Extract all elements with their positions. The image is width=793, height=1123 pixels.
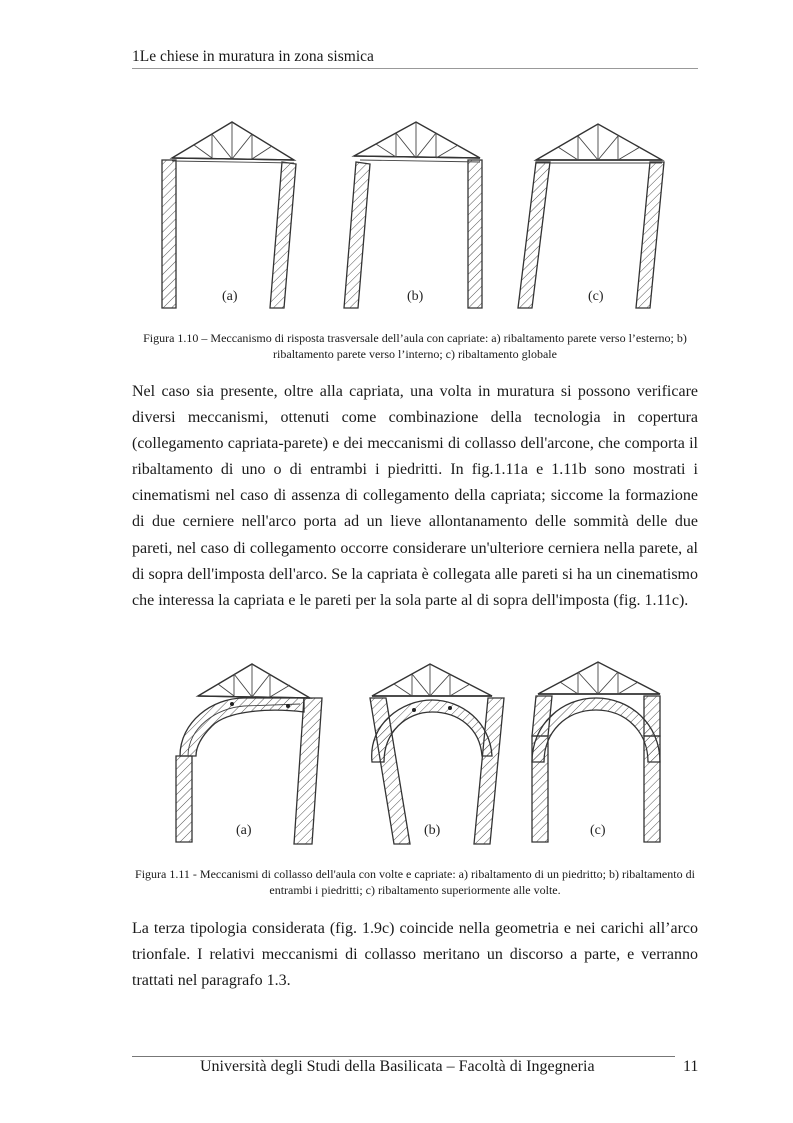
panel-c-label: (c) bbox=[590, 823, 606, 838]
panel-a-label: (a) bbox=[236, 823, 252, 838]
paragraph-1: Nel caso sia presente, oltre alla capriata, una volta in muratura si possono verificare diversi meccanismi, ottenuti come combinazione della tecnologia in copertura (collegamento capriata-parete) e dei meccanismi di collasso dell'arcone, che comporta il ribaltamento di uno o di entrambi i piedritti. In fig.1.11a e 1.11b sono mostrati i cinematismi nel caso di assenza di collegamento della capriata; siccome la formazione di due cerniere nell'arco porta ad un lieve allontanamento delle sommità delle due pareti, nel caso di collegamento occorre considerare un'ulteriore cerniera nella parete, al di sopra dell'imposta dell'arco. Se la capriata è collegata alle pareti si ha un cinematismo che interessa la capriata e le pareti per la sola parte al di sopra dell'imposta (fig. 1.11c). bbox=[132, 383, 698, 609]
panel-c-vault-truss bbox=[538, 662, 660, 694]
footer-rule bbox=[132, 1056, 675, 1057]
panel-c-label: (c) bbox=[588, 289, 604, 304]
footer-text: Università degli Studi della Basilicata – Facoltà di Ingegneria bbox=[200, 1058, 595, 1075]
figure-1-10-caption: Figura 1.10 – Meccanismo di risposta trasversale dell’aula con capriate: a) ribaltamento parete verso l’esterno; b) ribaltamento parete verso l’interno; c) ribaltamento globale bbox=[143, 331, 687, 361]
panel-c-truss bbox=[536, 124, 662, 163]
figure-1-11-drawing bbox=[132, 652, 698, 852]
panel-a-vault-truss bbox=[198, 664, 310, 698]
panel-c-arch-walls bbox=[532, 696, 660, 842]
running-header: 1Le chiese in muratura in zona sismica bbox=[132, 48, 374, 65]
panel-b-label: (b) bbox=[424, 823, 441, 838]
panel-b-truss bbox=[354, 122, 480, 162]
paragraph-2: La terza tipologia considerata (fig. 1.9c) coincide nella geometria e nei carichi all’arco trionfale. I relativi meccanismi di collasso meritano un discorso a parte, e verranno trattati nel paragrafo 1.3. bbox=[132, 920, 698, 990]
panel-a-walls bbox=[162, 160, 296, 308]
page-number: 11 bbox=[683, 1058, 699, 1075]
panel-b-walls bbox=[344, 160, 482, 308]
figure-1-10-drawing bbox=[132, 118, 698, 318]
figure-1-11 bbox=[132, 652, 698, 852]
panel-a-truss bbox=[172, 122, 294, 163]
panel-b-vault-truss bbox=[372, 664, 492, 696]
figure-1-11-caption: Figura 1.11 - Meccanismi di collasso dell'aula con volte e capriate: a) ribaltamento di un piedritto; b) ribaltamento di entrambi i piedritti; c) ribaltamento superiormente alle volte. bbox=[135, 867, 695, 897]
panel-a-label: (a) bbox=[222, 289, 238, 304]
panel-b-label: (b) bbox=[407, 289, 424, 304]
panel-c-walls bbox=[518, 162, 664, 308]
header-rule bbox=[132, 68, 698, 69]
figure-1-10 bbox=[132, 118, 698, 318]
